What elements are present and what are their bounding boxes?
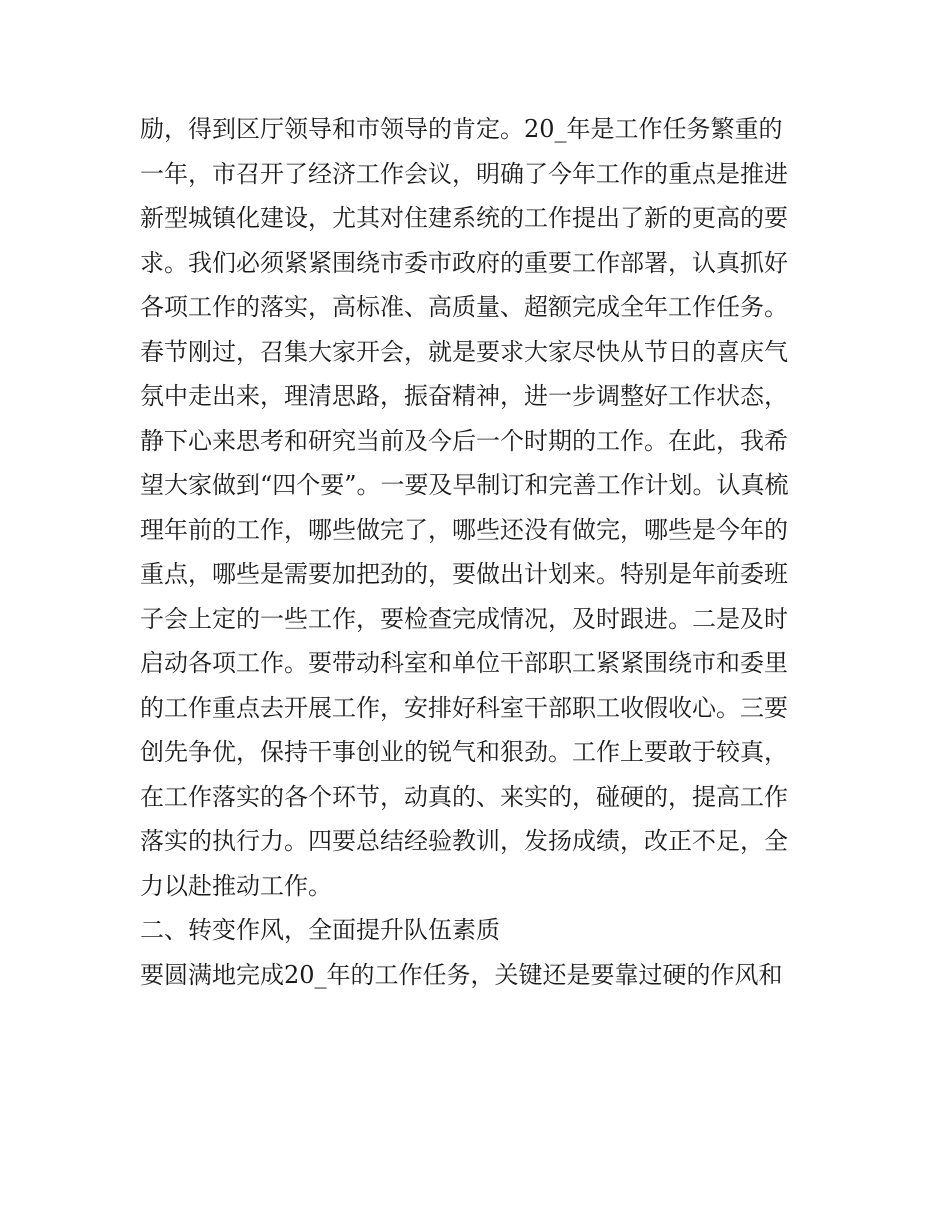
text-line: 新型城镇化建设，尤其对住建系统的工作提出了新的更高的要: [140, 204, 788, 232]
text-line: 理年前的工作，哪些做完了，哪些还没有做完，哪些是今年的: [140, 515, 788, 544]
text-line: 启动各项工作。要带动科室和单位干部职工紧紧围绕市和委里: [140, 649, 788, 677]
text-line: 的工作重点去开展工作，安排好科室干部职工收假收心。三要: [140, 693, 788, 722]
text-line: 各项工作的落实，高标准、高质量、超额完成全年工作任务。: [140, 293, 788, 321]
text-line: 在工作落实的各个环节，动真的、来实的，碰硬的，提高工作: [140, 782, 788, 811]
text-line: 求。我们必须紧紧围绕市委市政府的重要工作部署，认真抓好: [140, 248, 788, 277]
text-line: 力以赴推动工作。: [140, 871, 332, 900]
text-line: 氛中走出来，理清思路，振奋精神，进一步调整好工作状态，: [140, 382, 788, 410]
body-text: [140, 107, 820, 997]
text-line: 重点，哪些是需要加把劲的，要做出计划来。特别是年前委班: [140, 560, 788, 588]
text-line: 励，得到区厅领导和市领导的肯定。20_年是工作任务繁重的: [140, 115, 783, 143]
text-line: 子会上定的一些工作，要检查完成情况，及时跟进。二是及时: [140, 604, 788, 633]
text-line: 落实的执行力。四要总结经验教训，发扬成绩，改正不足，全: [140, 827, 788, 855]
text-line: 一年，市召开了经济工作会议，明确了今年工作的重点是推进: [140, 159, 788, 188]
section-heading: 二、转变作风，全面提升队伍素质: [140, 916, 500, 944]
text-line: 要圆满地完成20_年的工作任务，关键还是要靠过硬的作风和: [140, 960, 783, 989]
text-line: 创先争优，保持干事创业的锐气和狠劲。工作上要敢于较真，: [140, 738, 788, 766]
text-line: 静下心来思考和研究当前及今后一个时期的工作。在此，我希: [140, 426, 788, 455]
text-line: 望大家做到“四个要”。一要及早制订和完善工作计划。认真梳: [140, 471, 789, 499]
text-line: 春节刚过，召集大家开会，就是要求大家尽快从节日的喜庆气: [140, 337, 788, 366]
